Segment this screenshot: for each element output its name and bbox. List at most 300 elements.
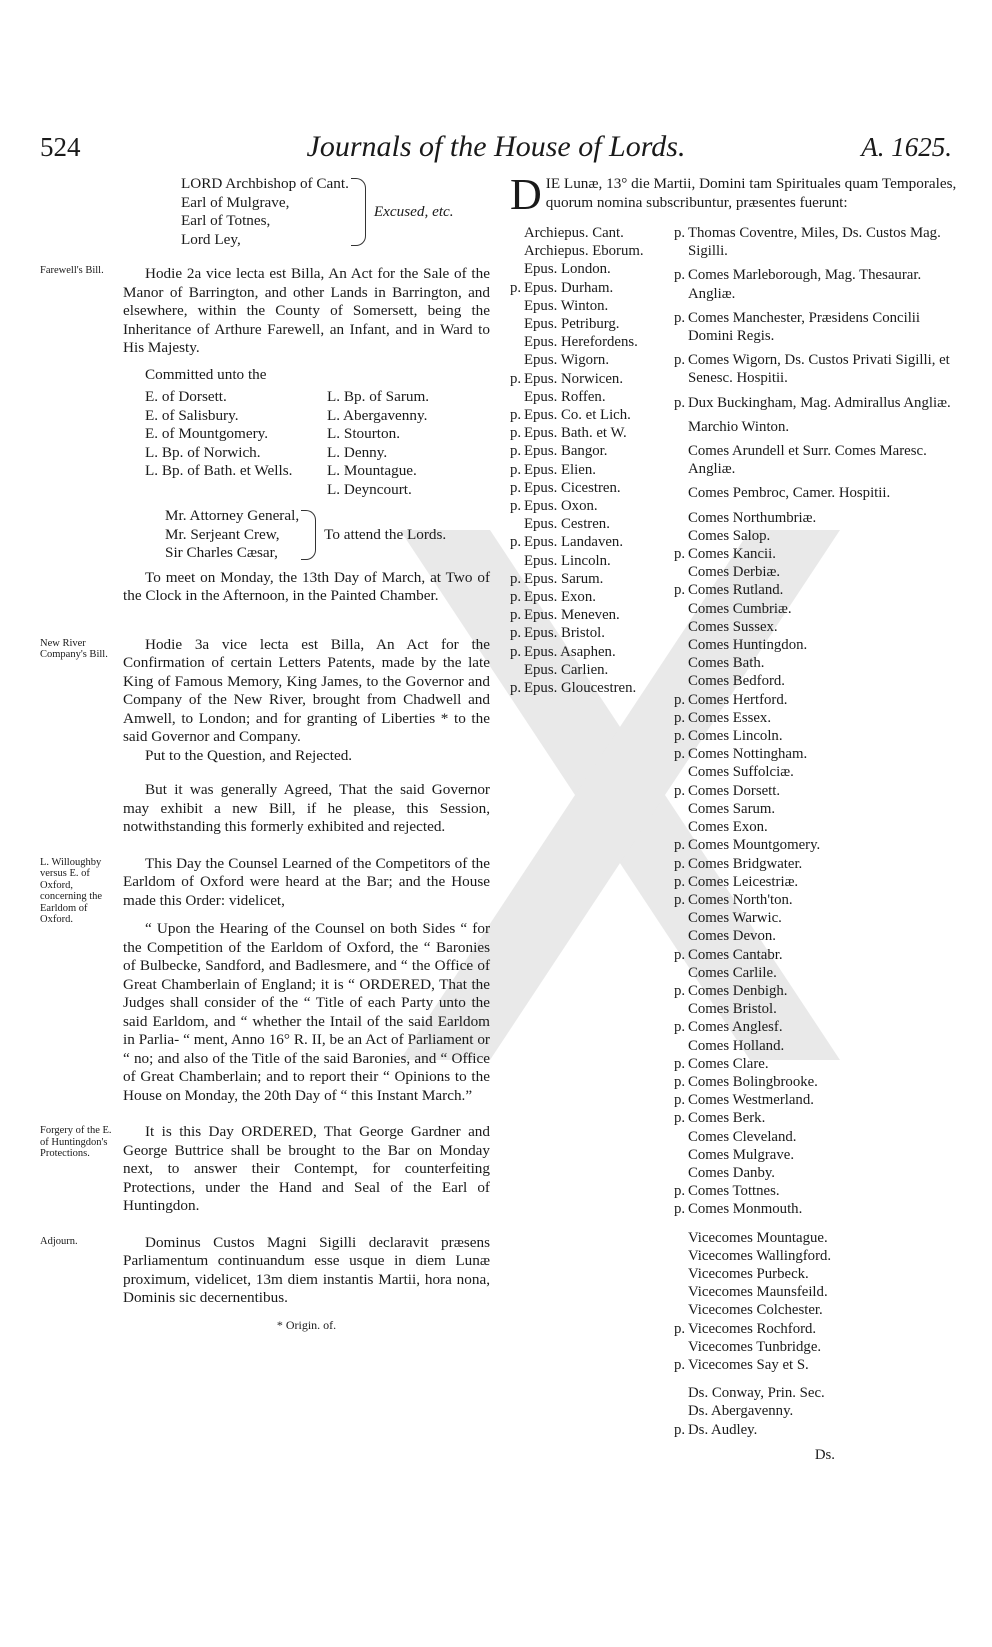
- lord-name: Comes Bath.: [688, 655, 765, 672]
- present-mark: p.: [674, 309, 686, 326]
- present-mark: [674, 818, 688, 836]
- lord-name: Comes Wigorn, Ds. Custos Privati Sigilli, et Senesc. Hospitii.: [688, 352, 950, 387]
- lord-name: Ds. Conway, Prin. Sec.: [688, 1385, 825, 1402]
- present-mark: p.: [674, 982, 686, 999]
- lord-name: Epus. Bangor.: [524, 443, 608, 460]
- committee-left: [145, 388, 323, 499]
- present-mark: p.: [510, 479, 522, 496]
- lord-name: Comes Carlile.: [688, 964, 777, 981]
- spiritual-lord: [510, 588, 668, 606]
- present-mark: p.: [510, 607, 522, 624]
- earl: [674, 800, 956, 818]
- present-mark: p.: [674, 267, 686, 284]
- present-mark: [510, 333, 524, 351]
- present-mark: [674, 1229, 688, 1247]
- spiritual-lord: [510, 679, 668, 697]
- lord-name: Comes Pembroc, Camer. Hospitii.: [688, 485, 891, 502]
- excused-name: Earl of Mulgrave,: [181, 193, 290, 211]
- spiritual-lord: [510, 260, 668, 278]
- attend-group: [165, 507, 490, 563]
- lord-name: Comes Bristol.: [688, 1001, 777, 1018]
- lord-name: Comes Salop.: [688, 527, 771, 544]
- present-mark: p.: [674, 1073, 686, 1090]
- present-mark: [674, 763, 688, 781]
- earl: [674, 927, 956, 945]
- lord-name: Epus. Gloucestren.: [524, 680, 637, 697]
- lord-name: Comes Rutland.: [688, 582, 784, 599]
- present-mark: [510, 297, 524, 315]
- viscounts-list: [674, 1229, 956, 1375]
- earl: [674, 563, 956, 581]
- catchword: Ds.: [814, 1446, 835, 1463]
- officer-lord: [674, 442, 956, 478]
- lord-name: Epus. Herefordens.: [524, 334, 638, 351]
- meet-text: To meet on Monday, the 13th Day of March, at Two of the Clock in the Afternoon, in the Painted Chamber.: [123, 568, 490, 604]
- committee-member: L. Deyncourt.: [327, 480, 412, 498]
- earl: [674, 909, 956, 927]
- lord-name: Epus. Co. et Lich.: [524, 407, 631, 424]
- present-mark: p.: [674, 582, 686, 599]
- lord-name: Comes Marleborough, Mag. Thesaurar. Angliæ.: [688, 267, 922, 302]
- earl: [674, 654, 956, 672]
- earl: [674, 818, 956, 836]
- year-mark: A. 1625.: [861, 132, 952, 162]
- excused-name: Lord Ley,: [181, 230, 241, 248]
- lord-name: Epus. Petriburg.: [524, 316, 620, 333]
- present-mark: [674, 800, 688, 818]
- lord-name: Vicecomes Wallingford.: [688, 1247, 832, 1264]
- spiritual-lord: [510, 424, 668, 442]
- spiritual-lord: [510, 479, 668, 497]
- present-mark: p.: [510, 279, 522, 296]
- lord-name: Epus. Roffen.: [524, 388, 606, 405]
- viscount: [674, 1265, 956, 1283]
- viscount: [674, 1283, 956, 1301]
- lord-name: Comes Cleveland.: [688, 1128, 797, 1145]
- spiritual-lord: [510, 606, 668, 624]
- present-mark: p.: [674, 946, 686, 963]
- lord-name: Dux Buckingham, Mag. Admirallus Angliæ.: [688, 394, 951, 411]
- present-mark: p.: [674, 1019, 686, 1036]
- earl: [674, 636, 956, 654]
- adjourn-section: [40, 1233, 490, 1308]
- lord-name: Epus. Norwicen.: [524, 370, 624, 387]
- earl: [674, 672, 956, 690]
- present-mark: p.: [510, 425, 522, 442]
- lord-name: Marchio Winton.: [688, 418, 790, 435]
- lord-name: Comes Nottingham.: [688, 746, 808, 763]
- newriver-section: [40, 635, 490, 837]
- excused-label: Excused, etc.: [373, 202, 454, 220]
- lord-name: Comes Derbiæ.: [688, 564, 781, 581]
- attendance-lists: [510, 224, 960, 1439]
- lord-name: Comes Mountgomery.: [688, 837, 821, 854]
- present-mark: [674, 442, 688, 478]
- committee-right: [327, 388, 502, 499]
- lord-name: Comes Dorsett.: [688, 782, 781, 799]
- spiritual-lord: [510, 370, 668, 388]
- earl: [674, 727, 956, 745]
- present-mark: [674, 600, 688, 618]
- present-mark: [510, 260, 524, 278]
- lord-name: Epus. Asaphen.: [524, 643, 616, 660]
- lord-name: Archiepus. Eborum.: [524, 243, 644, 260]
- spiritual-lord: [510, 552, 668, 570]
- present-mark: p.: [510, 461, 522, 478]
- present-mark: p.: [674, 225, 686, 241]
- lord-name: Epus. Cicestren.: [524, 479, 621, 496]
- earl: [674, 709, 956, 727]
- officer-lord: [674, 394, 956, 412]
- excused-name: LORD Archbishop of Cant.: [181, 175, 349, 192]
- lord-name: Epus. Sarum.: [524, 570, 604, 587]
- willoughby-text: This Day the Counsel Learned of the Competitors of the Earldom of Oxford were heard at the Bar; and the House made this Order: videlicet,: [123, 854, 490, 909]
- adjourn-text: Dominus Custos Magni Sigilli declaravit præsens Parliamentum continuandum esse usque in diem Lunæ proximum, videlicet, 13m diem instantis Martii, hora nona, Dominis sic decernentibus.: [123, 1233, 490, 1306]
- present-mark: [674, 909, 688, 927]
- margin-note-newriver: New River Company's Bill.: [40, 637, 108, 660]
- present-mark: p.: [510, 643, 522, 660]
- committee-member: L. Stourton.: [327, 425, 400, 442]
- spiritual-lord: [510, 533, 668, 551]
- earl: [674, 836, 956, 854]
- margin-note-farewell: Farewell's Bill.: [40, 265, 104, 276]
- excused-names: [181, 175, 349, 249]
- lord-name: Vicecomes Tunbridge.: [688, 1338, 822, 1355]
- present-mark: [510, 351, 524, 369]
- lord-name: Comes Clare.: [688, 1055, 769, 1072]
- earl: [674, 982, 956, 1000]
- lord-name: Epus. Cestren.: [524, 516, 610, 533]
- attendance-intro: [510, 170, 960, 219]
- present-mark: [510, 661, 524, 679]
- present-mark: [674, 1283, 688, 1301]
- lord-name: Vicecomes Say et S.: [688, 1356, 809, 1373]
- present-mark: [510, 388, 524, 406]
- lord-name: Comes Suffolciæ.: [688, 764, 794, 781]
- earl: [674, 600, 956, 618]
- present-mark: p.: [674, 352, 686, 369]
- lord-name: Epus. Exon.: [524, 589, 596, 606]
- spiritual-lord: [510, 351, 668, 369]
- present-mark: [674, 1000, 688, 1018]
- earl: [674, 1073, 956, 1091]
- committee-member: L. Bp. of Norwich.: [145, 443, 261, 461]
- committed-line: Committed unto the: [145, 365, 267, 383]
- attending-officer: Sir Charles Cæsar,: [165, 544, 278, 561]
- newriver-text: Hodie 3a vice lecta est Billa, An Act for the Confirmation of certain Letters Patents, made by the late King of Famous Memory, King James, to the Governor and Company of the New River, brought from Chadwell and Amwell, to London; and for granting of Liberties * to the said Governor and Company.: [123, 635, 490, 745]
- page-number: 524: [40, 132, 81, 162]
- viscount: [674, 1229, 956, 1247]
- attend-names: [165, 507, 299, 563]
- committee-member: L. Mountague.: [327, 462, 417, 479]
- lord-name: Ds. Audley.: [688, 1421, 758, 1438]
- forgery-section: [40, 1123, 490, 1216]
- spiritual-lord: [510, 224, 668, 242]
- present-mark: p.: [510, 407, 522, 424]
- present-mark: p.: [674, 1201, 686, 1218]
- present-mark: [674, 1164, 688, 1182]
- present-mark: [674, 563, 688, 581]
- temporal-lords: [674, 224, 956, 1439]
- spiritual-lord: [510, 570, 668, 588]
- earl: [674, 873, 956, 891]
- lord-name: Comes Mulgrave.: [688, 1146, 795, 1163]
- officer-lord: [674, 266, 956, 302]
- committee-member: E. of Mountgomery.: [145, 425, 269, 442]
- present-mark: [674, 1301, 688, 1319]
- officers-list: [674, 224, 956, 503]
- present-mark: p.: [510, 625, 522, 642]
- lord-name: Comes Sussex.: [688, 618, 778, 635]
- intro-text: IE Lunæ, 13° die Martii, Domini tam Spirituales quam Temporales, quorum nomina subscribuntur, præsentes fuerunt:: [545, 175, 957, 211]
- earl: [674, 618, 956, 636]
- willoughby-section: [40, 854, 490, 1106]
- spiritual-lords: [510, 224, 668, 1439]
- baron: [674, 1421, 956, 1439]
- lord-name: Vicecomes Mountague.: [688, 1229, 828, 1246]
- lord-name: Comes North'ton.: [688, 891, 793, 908]
- earl: [674, 1037, 956, 1055]
- earl: [674, 891, 956, 909]
- officer-lord: [674, 351, 956, 387]
- earl: [674, 545, 956, 563]
- lord-name: Comes Exon.: [688, 819, 768, 836]
- officer-lord: [674, 309, 956, 345]
- left-column: [40, 175, 490, 1334]
- excused-section: [181, 175, 490, 249]
- committee-list: [145, 388, 490, 499]
- lord-name: Comes Kancii.: [688, 546, 776, 563]
- lord-name: Epus. Bristol.: [524, 625, 605, 642]
- present-mark: [674, 1128, 688, 1146]
- present-mark: [674, 1247, 688, 1265]
- present-mark: [674, 618, 688, 636]
- present-mark: [674, 964, 688, 982]
- earls-list: [674, 509, 956, 1219]
- viscount: [674, 1356, 956, 1374]
- lord-name: Epus. Winton.: [524, 297, 609, 314]
- earl: [674, 763, 956, 781]
- committee-member: E. of Salisbury.: [145, 406, 239, 424]
- present-mark: p.: [674, 891, 686, 908]
- earl: [674, 1091, 956, 1109]
- present-mark: p.: [674, 782, 686, 799]
- earl: [674, 581, 956, 599]
- present-mark: p.: [510, 570, 522, 587]
- present-mark: [674, 1402, 688, 1420]
- lord-name: Comes Westmerland.: [688, 1092, 814, 1109]
- lord-name: Comes Sarum.: [688, 800, 776, 817]
- lord-name: Comes Arundell et Surr. Comes Maresc. Angliæ.: [688, 443, 927, 478]
- present-mark: p.: [674, 709, 686, 726]
- newriver-question: Put to the Question, and Rejected.: [145, 746, 353, 764]
- lord-name: Comes Manchester, Præsidens Concilii Domini Regis.: [688, 309, 921, 345]
- officer-lord: [674, 224, 956, 260]
- lord-name: Comes Bolingbrooke.: [688, 1073, 818, 1090]
- earl: [674, 1128, 956, 1146]
- spiritual-lord: [510, 315, 668, 333]
- spiritual-lord: [510, 661, 668, 679]
- lord-name: Comes Hertford.: [688, 691, 788, 708]
- present-mark: [674, 527, 688, 545]
- attending-officer: Mr. Attorney General,: [165, 507, 300, 524]
- lord-name: Epus. Bath. et W.: [524, 425, 627, 442]
- present-mark: p.: [674, 837, 686, 854]
- present-mark: p.: [674, 1356, 686, 1373]
- present-mark: p.: [674, 1110, 686, 1127]
- present-mark: p.: [674, 1055, 686, 1072]
- present-mark: [674, 1384, 688, 1402]
- baron: [674, 1402, 956, 1420]
- lord-name: Comes Essex.: [688, 709, 772, 726]
- earl: [674, 1200, 956, 1218]
- earl: [674, 1164, 956, 1182]
- lord-name: Vicecomes Rochford.: [688, 1320, 817, 1337]
- lord-name: Comes Northumbriæ.: [688, 509, 817, 526]
- present-mark: p.: [674, 1183, 686, 1200]
- barons-list: [674, 1384, 956, 1439]
- present-mark: p.: [674, 873, 686, 890]
- lord-name: Epus. Carlien.: [524, 661, 609, 678]
- spiritual-lord: [510, 388, 668, 406]
- present-mark: [674, 509, 688, 527]
- present-mark: [510, 552, 524, 570]
- present-mark: p.: [674, 1092, 686, 1109]
- earl: [674, 691, 956, 709]
- present-mark: p.: [674, 855, 686, 872]
- earl: [674, 527, 956, 545]
- lord-name: Comes Leicestriæ.: [688, 873, 799, 890]
- lord-name: Comes Denbigh.: [688, 982, 788, 999]
- lord-name: Comes Devon.: [688, 928, 776, 945]
- officer-lord: [674, 418, 956, 436]
- lord-name: Comes Huntingdon.: [688, 637, 808, 654]
- present-mark: p.: [510, 589, 522, 606]
- baron: [674, 1384, 956, 1402]
- willoughby-order: “ Upon the Hearing of the Counsel on both Sides “ for the Competition of the Earldom of Oxford, the “ Baronies of Bulbecke, Sandford, and Badlesmere, and “ the Office of Great Chamberlain of England; it is “ ORDERED, That the Judges shall consider of the “ Title of each Party unto the said Earldom, and “ whether the Intail of the said Earldom in Parlia- “ ment, Anno 16° R. II, be an Act of Parliament or “ no; and also of the Title of the said Baronies, and “ Office of Great Chamberlain; and to report their “ Opinions to the House on Monday, the 20th Day of “ this Instant March.”: [123, 920, 490, 1104]
- spiritual-lord: [510, 406, 668, 424]
- lord-name: Comes Berk.: [688, 1110, 766, 1127]
- lord-name: Comes Holland.: [688, 1037, 785, 1054]
- lord-name: Thomas Coventre, Miles, Ds. Custos Mag. Sigilli.: [688, 225, 941, 260]
- spiritual-lord: [510, 643, 668, 661]
- right-column: [510, 170, 960, 1464]
- earl: [674, 782, 956, 800]
- footnote: * Origin. of.: [276, 1317, 337, 1332]
- margin-note-adjourn: Adjourn.: [40, 1235, 78, 1247]
- earl: [674, 1182, 956, 1200]
- lord-name: Ds. Abergavenny.: [688, 1403, 794, 1420]
- spiritual-lord: [510, 242, 668, 260]
- drop-cap: D: [510, 170, 542, 219]
- lord-name: Epus. Durham.: [524, 279, 614, 296]
- newriver-agreed: But it was generally Agreed, That the said Governor may exhibit a new Bill, if he please, this Session, notwithstanding this formerly exhibited and rejected.: [123, 781, 490, 835]
- present-mark: [674, 418, 688, 436]
- lord-name: Vicecomes Maunsfeild.: [688, 1284, 828, 1301]
- lord-name: Comes Bridgwater.: [688, 855, 803, 872]
- earl: [674, 1018, 956, 1036]
- brace: [301, 510, 316, 560]
- lord-name: Vicecomes Purbeck.: [688, 1265, 809, 1282]
- earl: [674, 964, 956, 982]
- present-mark: [674, 484, 688, 502]
- earl: [674, 946, 956, 964]
- forgery-text: It is this Day ORDERED, That George Gardner and George Buttrice shall be brought to the Bar on Monday next, to answer their Contempt, for counterfeiting Protections, under the Hand and Seal of the Earl of Huntingdon.: [123, 1123, 490, 1214]
- lord-name: Archiepus. Cant.: [524, 225, 624, 241]
- lord-name: Comes Lincoln.: [688, 728, 783, 745]
- present-mark: p.: [674, 1320, 686, 1337]
- committee-member: E. of Dorsett.: [145, 388, 227, 405]
- lord-name: Epus. Landaven.: [524, 534, 624, 551]
- lord-name: Comes Cumbriæ.: [688, 600, 792, 617]
- present-mark: p.: [510, 534, 522, 551]
- spiritual-lord: [510, 442, 668, 460]
- present-mark: p.: [674, 1421, 686, 1438]
- present-mark: [674, 1146, 688, 1164]
- earl: [674, 1109, 956, 1127]
- farewell-section: [40, 265, 490, 606]
- present-mark: [510, 242, 524, 260]
- present-mark: [510, 315, 524, 333]
- spiritual-lord: [510, 624, 668, 642]
- lord-name: Comes Tottnes.: [688, 1183, 780, 1200]
- running-header: [40, 132, 952, 172]
- lord-name: Comes Cantabr.: [688, 946, 783, 963]
- present-mark: [674, 1265, 688, 1283]
- spiritual-lord: [510, 297, 668, 315]
- lord-name: Comes Monmouth.: [688, 1201, 803, 1218]
- margin-note-willoughby: L. Willoughby versus E. of Oxford, concerning the Earldom of Oxford.: [40, 856, 103, 925]
- lord-name: Comes Warwic.: [688, 910, 782, 927]
- earl: [674, 1146, 956, 1164]
- lord-name: Comes Bedford.: [688, 673, 785, 690]
- earl: [674, 745, 956, 763]
- earl: [674, 855, 956, 873]
- committee-member: L. Bp. of Sarum.: [327, 388, 430, 405]
- present-mark: [674, 636, 688, 654]
- lord-name: Comes Danby.: [688, 1164, 775, 1181]
- lord-name: Comes Anglesf.: [688, 1019, 783, 1036]
- lord-name: Epus. Lincoln.: [524, 552, 611, 569]
- lord-name: Epus. Elien.: [524, 461, 596, 478]
- earl: [674, 1000, 956, 1018]
- earl: [674, 1055, 956, 1073]
- lord-name: Epus. Oxon.: [524, 498, 598, 515]
- present-mark: p.: [510, 443, 522, 460]
- earl: [674, 509, 956, 527]
- farewell-text: Hodie 2a vice lecta est Billa, An Act for the Sale of the Manor of Barrington, and other Lands in Barrington, and elsewhere, within the County of Somersett, being the Inheritance of Arthure Farewell, an Infant, and in Ward to His Majesty.: [123, 265, 490, 356]
- present-mark: p.: [510, 680, 522, 697]
- officer-lord: [674, 484, 956, 502]
- attend-label: To attend the Lords.: [324, 525, 447, 543]
- spiritual-lord: [510, 497, 668, 515]
- attending-officer: Mr. Serjeant Crew,: [165, 525, 280, 543]
- present-mark: p.: [510, 370, 522, 387]
- spiritual-lord: [510, 461, 668, 479]
- running-title: Journals of the House of Lords.: [306, 130, 686, 163]
- viscount: [674, 1301, 956, 1319]
- present-mark: p.: [674, 394, 686, 411]
- committee-member: L. Denny.: [327, 443, 388, 461]
- spiritual-lord: [510, 333, 668, 351]
- present-mark: [674, 1037, 688, 1055]
- lord-name: Epus. Meneven.: [524, 607, 620, 624]
- viscount: [674, 1338, 956, 1356]
- lord-name: Vicecomes Colchester.: [688, 1302, 823, 1319]
- present-mark: [674, 1338, 688, 1356]
- excused-name: Earl of Totnes,: [181, 212, 271, 229]
- present-mark: [510, 515, 524, 533]
